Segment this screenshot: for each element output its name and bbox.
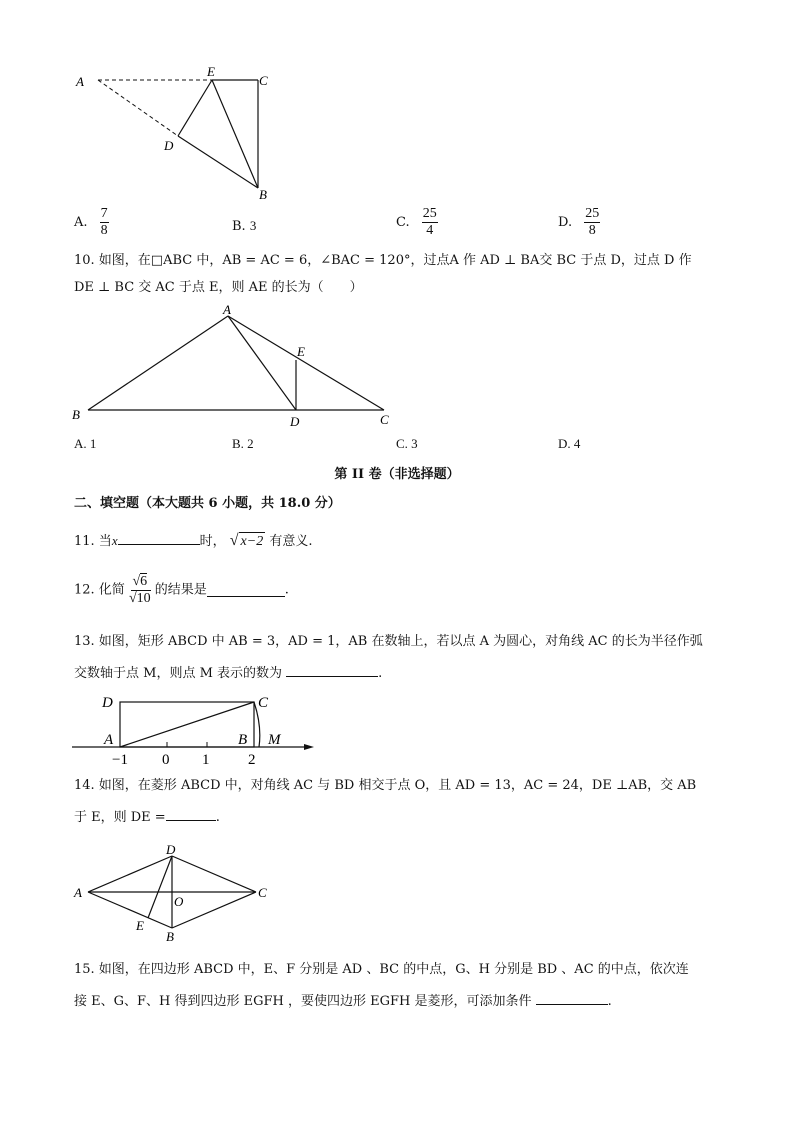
q9-figure	[60, 62, 290, 210]
q9-label-d: D	[164, 138, 174, 153]
q9-option-d: D. $\frac{25}{8}$	[558, 206, 600, 238]
q12-fraction: $\frac{√6}{√10}$	[128, 574, 151, 606]
q13-line2: 交数轴于点 M，则点 M 表示的数为 .	[74, 666, 383, 681]
q10-figure	[66, 300, 406, 430]
q13-tick-2: 2	[248, 752, 256, 768]
q9-option-d-fraction: $\frac{25}{8}$	[585, 206, 600, 238]
q9-option-a: A. $\frac{7}{8}$	[74, 206, 108, 238]
q10-label-e: E	[297, 344, 305, 359]
q13-label-m: M	[268, 732, 281, 748]
q10-label-d: D	[290, 414, 300, 429]
section-title: 第 II 卷（非选择题）	[334, 467, 460, 482]
q12: 12. 化简 $\frac{√6}{√10}$ 的结果是 .	[74, 574, 289, 606]
q9-option-c: C. $\frac{25}{4}$	[396, 206, 437, 238]
q11-sqrt: √ x−2	[229, 532, 264, 549]
q13-answer-blank[interactable]	[286, 664, 378, 677]
q13-label-a: A	[104, 732, 114, 748]
q14-label-d: D	[166, 842, 176, 857]
q13-label-c: C	[258, 695, 269, 711]
q15-answer-blank[interactable]	[536, 992, 608, 1005]
q14-label-c: C	[258, 885, 267, 900]
q13-figure	[66, 690, 326, 770]
q12-answer-blank[interactable]	[207, 584, 285, 597]
q10-line2: DE ⊥ BC 交 AC 于点 E，则 AE 的长为（ ）	[74, 280, 363, 295]
q15-line2: 接 E、G、F、H 得到四边形 EGFH ，要使四边形 EGFH 是菱形，可添加条件 .	[74, 994, 612, 1009]
q14-answer-blank[interactable]	[166, 808, 216, 821]
q10-option-a: A. 1	[74, 436, 97, 451]
q13-tick-neg1: −1	[112, 752, 128, 768]
q14-label-b: B	[166, 929, 174, 944]
q14-label-e: E	[136, 918, 144, 933]
q14-figure	[66, 840, 286, 948]
q10-label-b: B	[72, 407, 80, 422]
q10-label-a: A	[223, 302, 231, 317]
q14-line2: 于 E，则 DE = .	[74, 810, 220, 825]
q11-answer-blank[interactable]	[118, 532, 200, 545]
q10-option-c: C. 3	[396, 436, 418, 451]
q9-label-b: B	[259, 187, 267, 202]
q14-line1: 14. 如图，在菱形 ABCD 中，对角线 AC 与 BD 相交于点 O，且 AD = 13，AC = 24，DE ⊥AB，交 AB	[74, 778, 697, 793]
q9-label-a: A	[76, 74, 84, 89]
q13-tick-1: 1	[202, 752, 210, 768]
q15-line1: 15. 如图，在四边形 ABCD 中，E、F 分别是 AD 、BC 的中点，G、H 分别是 BD 、AC 的中点，依次连	[74, 962, 689, 977]
q14-label-a: A	[74, 885, 82, 900]
q9-option-a-fraction: $\frac{7}{8}$	[100, 206, 108, 238]
q10-line1: 10. 如图，在□ABC 中，AB = AC = 6，∠BAC = 120°，过点A 作 AD ⊥ BA交 BC 于点 D，过点 D 作	[74, 253, 692, 268]
q10-option-d: D. 4	[558, 436, 581, 451]
q9-label-e: E	[207, 64, 215, 79]
q9-option-b: B. 3	[232, 218, 257, 234]
q10-label-c: C	[380, 412, 389, 427]
q13-label-b: B	[238, 732, 248, 748]
section-heading: 二、填空题（本大题共 6 小题，共 18.0 分）	[74, 496, 341, 511]
q13-label-d: D	[102, 695, 113, 711]
q13-line1: 13. 如图，矩形 ABCD 中 AB = 3，AD = 1，AB 在数轴上，若以点 A 为圆心，对角线 AC 的长为半径作弧	[74, 634, 703, 649]
q13-tick-0: 0	[162, 752, 170, 768]
q14-label-o: O	[174, 894, 184, 909]
q11: 11. 当x 时， √ x−2 有意义.	[74, 532, 313, 549]
q10-option-b: B. 2	[232, 436, 254, 451]
q9-label-c: C	[259, 73, 268, 88]
q9-option-c-fraction: $\frac{25}{4}$	[422, 206, 437, 238]
